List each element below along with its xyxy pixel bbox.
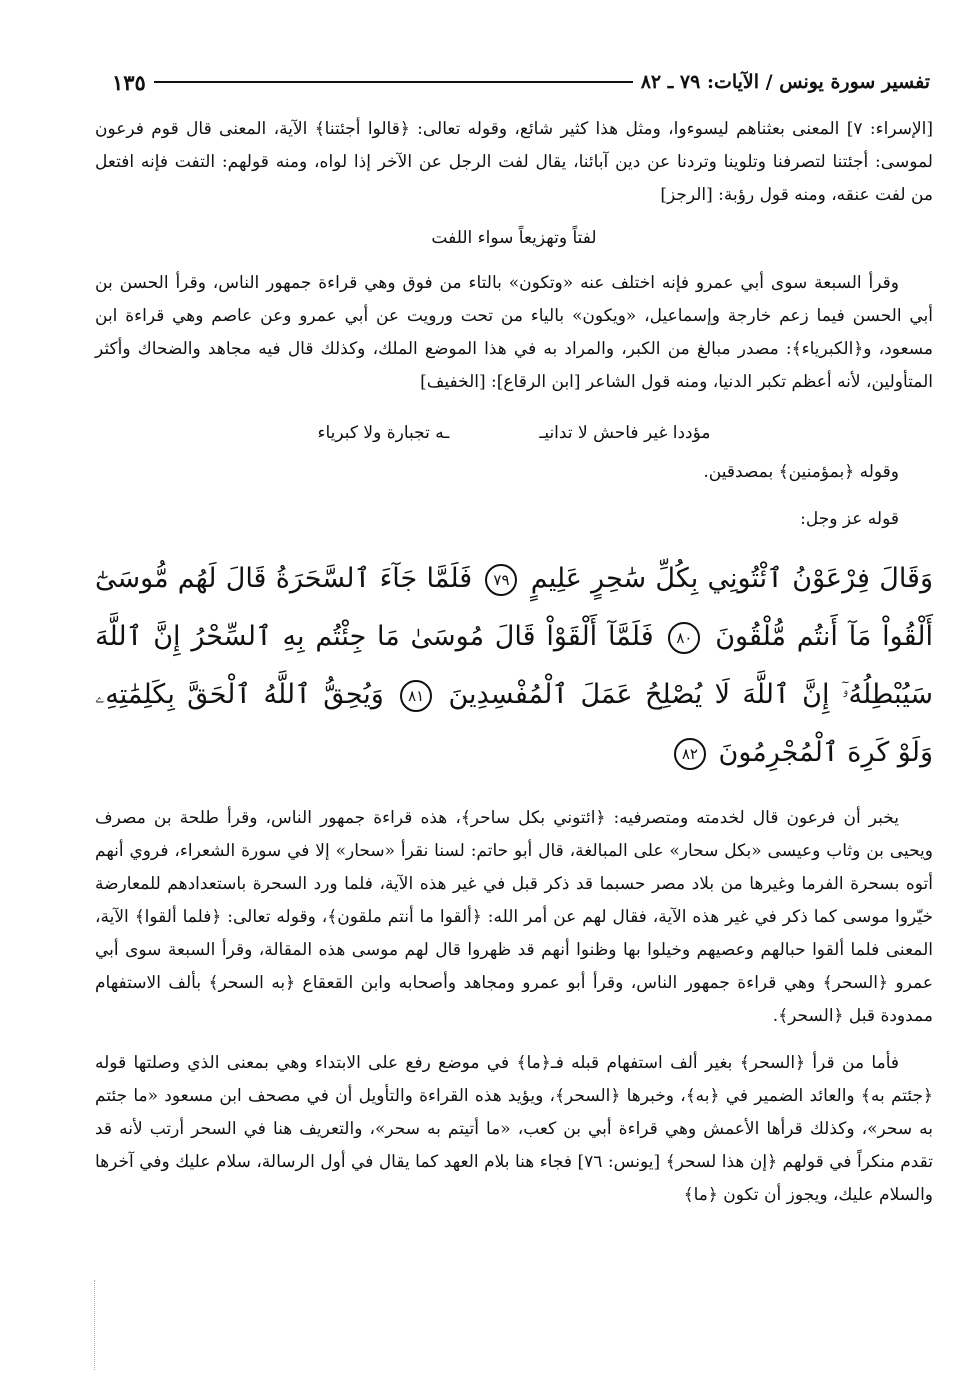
ayah-number-marker: ٨١ bbox=[400, 680, 432, 712]
ayah-text: فَلَمَّآ أَلْقَوْاْ قَالَ مُوسَىٰ مَا جِئْتُم بِهِ ٱلسِّحْرُ إِنَّ ٱللَّهَ سَيُبْطِلُهُۥٓ إِنَّ ٱللَّهَ لَا يُصْلِحُ عَمَلَ ٱلْمُفْسِدِينَ bbox=[95, 621, 934, 710]
ayah-text: وَقَالَ فِرْعَوْنُ ٱئْتُونِي بِكُلِّ سَٰحِرٍ عَلِيمٍ bbox=[530, 563, 933, 594]
rajaz-verse: لفتاً وتهزيعاً سواء اللفت bbox=[431, 228, 597, 248]
ayah-number-marker: ٨٢ bbox=[674, 738, 706, 770]
paragraph: وقرأ السبعة سوى أبي عمرو فإنه اختلف عنه «وتكون» بالتاء من فوق وهي قراءة جمهور الناس، وقرأ الحسن بن أبي الحسن فيما زعم خارجة وإسماعيل، «ويكون» بالياء من تحت ورويت عن أبي عمرو وعن عاصم وهي قراءة ابن مسعود، و﴿الكبرياء﴾: مصدر مبالغ من الكبر، والمراد به في هذا الموضع الملك، وكذلك قال فيه مجاهد والضحاك وأكثر المتأولين، لأنه أعظم تكبر الدنيا، ومنه قول الشاعر [ابن الرقاع]: [الخفيف] bbox=[95, 273, 933, 392]
page-body bbox=[95, 113, 933, 1212]
paragraph: فأما من قرأ ﴿السحر﴾ بغير ألف استفهام قبله فـ﴿ما﴾ في موضع رفع على الابتداء وهي بمعنى الذي وصلتها قوله ﴿جئتم به﴾ والعائد الضمير في ﴿به﴾، وخبرها ﴿السحر﴾، ويؤيد هذه القراءة والتأويل أن في مصحف ابن مسعود «ما جئتم به سحر»، وكذلك قرأها الأعمش وهي قراءة أبي بن كعب، «ما أتيتم به سحر»، والتعريف هنا في السحر أرتب لأنه قد تقدم منكراً في قولهم ﴿إن هذا لسحر﴾ [يونس: ٧٦] فجاء هنا بلام العهد كما يقال في أول الرسالة، سلام عليك وفي آخرها والسلام عليك، ويجوز أن تكون ﴿ما﴾ bbox=[95, 1053, 933, 1205]
running-title: تفسير سورة يونس / الآيات: ٧٩ ـ ٨٢ bbox=[640, 71, 930, 93]
poem-second-hemistich: ـه تجبارة ولا كبرياء bbox=[317, 423, 450, 443]
ayah-text: وَيُحِقُّ ٱللَّهُ ٱلْحَقَّ بِكَلِمَٰتِهِۦ وَلَوْ كَرِهَ ٱلْمُجْرِمُونَ bbox=[95, 679, 933, 768]
page-number: ١٣٥ bbox=[112, 69, 146, 95]
ayah-text: فَلَمَّا جَآءَ ٱلسَّحَرَةُ قَالَ لَهُم مُّوسَىٰٓ أَلْقُواْ مَآ أَنتُم مُّلْقُونَ bbox=[95, 563, 933, 652]
ayah-number-marker: ٧٩ bbox=[485, 564, 517, 596]
poem-line bbox=[95, 417, 933, 450]
page-header bbox=[112, 66, 930, 98]
paragraph: وقوله ﴿بمؤمنين﴾ بمصدقين. bbox=[703, 462, 899, 482]
header-rule bbox=[154, 81, 633, 83]
paragraph: يخبر أن فرعون قال لخدمته ومتصرفيه: ﴿ائتوني بكل ساحر﴾، هذه قراءة جمهور الناس، وقرأ طلحة بن مصرف ويحيى بن وثاب وعيسى «بكل سحار» على المبالغة، قال أبو حاتم: لسنا نقرأ «سحار» إلا في سورة الشعراء، فروي أنهم أتوه بسحرة الفرما وغيرها من بلاد مصر حسبما قد ذكر قبل في غير هذه الآية، فلما ورد السحرة باستعدادهم للمعارضة خيّروا موسى كما ذكر في غير هذه الآية، فقال لهم عن أمر الله: ﴿ألقوا ما أنتم ملقون﴾، وقوله تعالى: ﴿فلما ألقوا﴾ الآية، المعنى فلما ألقوا حبالهم وعصيهم وخيلوا بها وظنوا أنهم قد ظهروا قال لهم موسى هذه المقالة، وقرأ السبعة سوى أبي عمرو ﴿السحر﴾ وهي قراءة جمهور الناس، وقرأ أبو عمرو ومجاهد وأصحابه وابن القعقاع ﴿به السحر﴾ بألف الاستفهام ممدودة قبل ﴿السحر﴾. bbox=[95, 808, 933, 1026]
section-intro: قوله عز وجل: bbox=[800, 509, 899, 529]
paragraph: [الإسراء: ٧] المعنى بعثناهم ليسوءوا، ومثل هذا كثير شائع، وقوله تعالى: ﴿قالوا أجئتنا﴾ الآية، المعنى قال قوم فرعون لموسى: أجئتنا لتصرفنا وتلوينا وتردنا عن دين آبائنا، يقال لفت الرجل عن الآخر إذا لواه، ومنه قولهم: التفت فإنه افتعل من لفت عنقه، ومنه قول رؤبة: [الرجز] bbox=[95, 119, 933, 205]
scan-margin-mark bbox=[94, 1280, 96, 1370]
quran-verses bbox=[95, 550, 933, 782]
poem-first-hemistich: مؤددا غير فاحش لا تدانيـ bbox=[539, 423, 711, 443]
ayah-number-marker: ٨٠ bbox=[668, 622, 700, 654]
